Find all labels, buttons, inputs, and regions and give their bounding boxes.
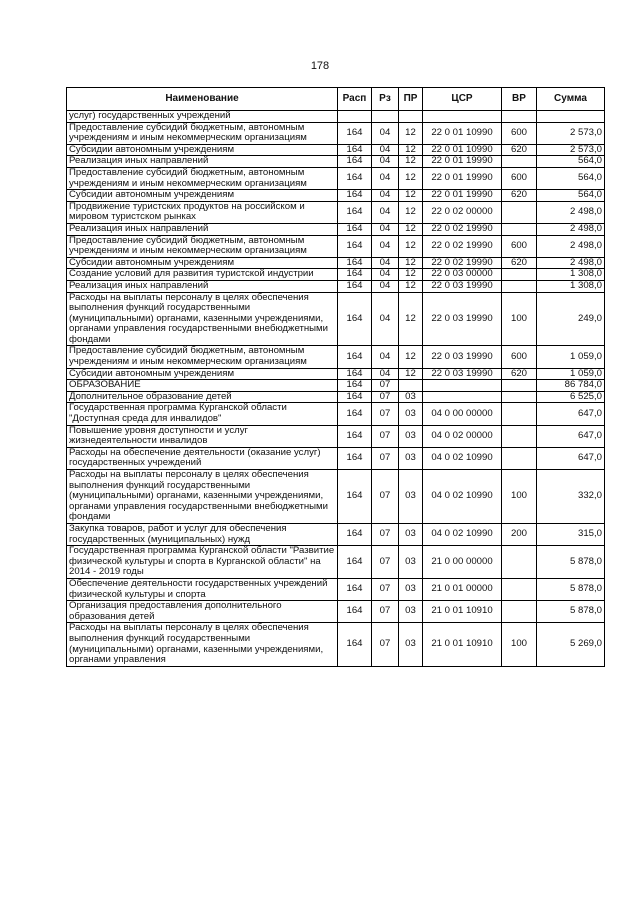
table-row: [67, 403, 605, 425]
cell-rz: 07: [372, 403, 399, 425]
cell-csr: 22 0 02 19990: [423, 257, 502, 269]
cell-vr: 620: [502, 368, 537, 380]
cell-sum: 1 308,0: [537, 269, 605, 281]
cell-vr: [502, 380, 537, 392]
cell-rz: 07: [372, 380, 399, 392]
cell-name: Расходы на выплаты персоналу в целях обеспечения выполнения функций государственными (муниципальными) органами, казенными учреждениями, органами управления: [67, 623, 338, 666]
cell-name: Повышение уровня доступности и услуг жизнедеятельности инвалидов: [67, 425, 338, 447]
cell-vr: [502, 425, 537, 447]
cell-name: Субсидии автономным учреждениям: [67, 144, 338, 156]
cell-rasp: 164: [338, 292, 372, 346]
cell-pr: 12: [399, 346, 423, 368]
cell-pr: 12: [399, 122, 423, 144]
cell-sum: 1 059,0: [537, 368, 605, 380]
cell-pr: 12: [399, 257, 423, 269]
cell-rz: 04: [372, 167, 399, 189]
cell-rz: 07: [372, 391, 399, 403]
cell-name: Расходы на выплаты персоналу в целях обеспечения выполнения функций государственными (муниципальными) органами, казенными учреждениями, органами управления государственными внебюджетными фондами: [67, 470, 338, 524]
cell-rz: 04: [372, 346, 399, 368]
cell-pr: 03: [399, 470, 423, 524]
page-number: 178: [310, 60, 330, 72]
cell-sum: 647,0: [537, 425, 605, 447]
cell-name: ОБРАЗОВАНИЕ: [67, 380, 338, 392]
table-row: [67, 156, 605, 168]
cell-rasp: 164: [338, 257, 372, 269]
cell-pr: 12: [399, 190, 423, 202]
cell-vr: [502, 156, 537, 168]
column-header-sum: Сумма: [537, 88, 605, 111]
cell-pr: 03: [399, 546, 423, 579]
cell-rz: 04: [372, 368, 399, 380]
cell-rasp: 164: [338, 122, 372, 144]
column-header-rasp: Расп: [338, 88, 372, 111]
cell-rz: 04: [372, 156, 399, 168]
cell-csr: [423, 380, 502, 392]
cell-csr: 04 0 02 00000: [423, 425, 502, 447]
cell-csr: 22 0 01 19990: [423, 190, 502, 202]
cell-rz: 04: [372, 269, 399, 281]
table-row: [67, 292, 605, 346]
table-row: [67, 380, 605, 392]
cell-vr: [502, 601, 537, 623]
cell-name: Реализация иных направлений: [67, 223, 338, 235]
cell-csr: 22 0 03 19990: [423, 280, 502, 292]
cell-pr: 12: [399, 292, 423, 346]
cell-name: Создание условий для развития туристской индустрии: [67, 269, 338, 281]
cell-rz: 07: [372, 546, 399, 579]
cell-pr: 12: [399, 201, 423, 223]
table-row: [67, 601, 605, 623]
cell-csr: 22 0 01 19990: [423, 167, 502, 189]
cell-vr: [502, 111, 537, 123]
cell-vr: [502, 578, 537, 600]
cell-pr: 12: [399, 235, 423, 257]
cell-vr: 600: [502, 235, 537, 257]
cell-pr: [399, 111, 423, 123]
cell-pr: 12: [399, 167, 423, 189]
cell-csr: [423, 391, 502, 403]
cell-sum: 2 498,0: [537, 223, 605, 235]
cell-sum: 5 878,0: [537, 578, 605, 600]
cell-name: Субсидии автономным учреждениям: [67, 190, 338, 202]
cell-csr: 04 0 02 10990: [423, 470, 502, 524]
cell-rz: 07: [372, 470, 399, 524]
cell-name: Субсидии автономным учреждениям: [67, 368, 338, 380]
cell-sum: 315,0: [537, 523, 605, 545]
cell-rasp: 164: [338, 269, 372, 281]
column-header-pr: ПР: [399, 88, 423, 111]
cell-name: Организация предоставления дополнительного образования детей: [67, 601, 338, 623]
cell-vr: 620: [502, 190, 537, 202]
table-row: [67, 122, 605, 144]
cell-csr: 22 0 01 10990: [423, 122, 502, 144]
cell-rz: 07: [372, 447, 399, 469]
cell-rz: 04: [372, 292, 399, 346]
cell-vr: 620: [502, 257, 537, 269]
cell-csr: 21 0 00 00000: [423, 546, 502, 579]
cell-vr: 100: [502, 623, 537, 666]
cell-name: Закупка товаров, работ и услуг для обеспечения государственных (муниципальных) нужд: [67, 523, 338, 545]
cell-rasp: 164: [338, 623, 372, 666]
cell-sum: 5 269,0: [537, 623, 605, 666]
cell-name: Дополнительное образование детей: [67, 391, 338, 403]
cell-pr: 12: [399, 144, 423, 156]
cell-csr: 22 0 03 19990: [423, 368, 502, 380]
cell-pr: [399, 380, 423, 392]
cell-pr: 12: [399, 280, 423, 292]
cell-rasp: 164: [338, 470, 372, 524]
cell-rasp: 164: [338, 156, 372, 168]
table-row: [67, 523, 605, 545]
cell-pr: 03: [399, 447, 423, 469]
column-header-csr: ЦСР: [423, 88, 502, 111]
cell-rz: 04: [372, 190, 399, 202]
cell-sum: [537, 111, 605, 123]
cell-rasp: 164: [338, 235, 372, 257]
cell-vr: [502, 269, 537, 281]
table-row: [67, 223, 605, 235]
cell-rz: 07: [372, 601, 399, 623]
table-row: [67, 235, 605, 257]
cell-pr: 12: [399, 156, 423, 168]
cell-name: Предоставление субсидий бюджетным, автономным учреждениям и иным некоммерческим организациям: [67, 167, 338, 189]
cell-vr: 600: [502, 167, 537, 189]
table-row: [67, 280, 605, 292]
cell-name: Расходы на обеспечение деятельности (оказание услуг) государственных учреждений: [67, 447, 338, 469]
cell-rasp: 164: [338, 280, 372, 292]
cell-sum: 564,0: [537, 156, 605, 168]
cell-pr: 03: [399, 523, 423, 545]
column-header-name: Наименование: [67, 88, 338, 111]
cell-pr: 03: [399, 601, 423, 623]
cell-vr: [502, 223, 537, 235]
table-row: [67, 578, 605, 600]
table-row: [67, 623, 605, 666]
cell-sum: 2 573,0: [537, 122, 605, 144]
cell-sum: 2 498,0: [537, 257, 605, 269]
cell-rz: 07: [372, 623, 399, 666]
cell-rasp: 164: [338, 403, 372, 425]
cell-rz: [372, 111, 399, 123]
cell-name: Предоставление субсидий бюджетным, автономным учреждениям и иным некоммерческим организациям: [67, 235, 338, 257]
cell-vr: [502, 403, 537, 425]
cell-csr: 22 0 02 00000: [423, 201, 502, 223]
cell-pr: 12: [399, 269, 423, 281]
cell-sum: 332,0: [537, 470, 605, 524]
table-row: [67, 546, 605, 579]
cell-csr: 22 0 02 19990: [423, 223, 502, 235]
cell-name: Продвижение туристских продуктов на российском и мировом туристском рынках: [67, 201, 338, 223]
cell-pr: 12: [399, 223, 423, 235]
cell-name: Реализация иных направлений: [67, 280, 338, 292]
cell-csr: 04 0 02 10990: [423, 447, 502, 469]
cell-pr: 03: [399, 425, 423, 447]
cell-vr: [502, 280, 537, 292]
cell-sum: 249,0: [537, 292, 605, 346]
cell-name: Обеспечение деятельности государственных учреждений физической культуры и спорта: [67, 578, 338, 600]
cell-pr: 03: [399, 403, 423, 425]
cell-name: услуг) государственных учреждений: [67, 111, 338, 123]
cell-name: Предоставление субсидий бюджетным, автономным учреждениям и иным некоммерческим организациям: [67, 122, 338, 144]
cell-rasp: 164: [338, 223, 372, 235]
cell-csr: 04 0 02 10990: [423, 523, 502, 545]
cell-pr: 03: [399, 623, 423, 666]
table-row: [67, 269, 605, 281]
cell-name: Предоставление субсидий бюджетным, автономным учреждениям и иным некоммерческим организациям: [67, 346, 338, 368]
cell-sum: 2 573,0: [537, 144, 605, 156]
table-row: [67, 144, 605, 156]
cell-rasp: 164: [338, 190, 372, 202]
cell-rz: 04: [372, 144, 399, 156]
cell-csr: 21 0 01 00000: [423, 578, 502, 600]
table-row: [67, 167, 605, 189]
cell-vr: [502, 201, 537, 223]
cell-name: Реализация иных направлений: [67, 156, 338, 168]
cell-vr: 100: [502, 470, 537, 524]
cell-pr: 03: [399, 578, 423, 600]
cell-rasp: 164: [338, 578, 372, 600]
cell-rasp: 164: [338, 523, 372, 545]
cell-sum: 647,0: [537, 447, 605, 469]
cell-sum: 1 308,0: [537, 280, 605, 292]
table-row: [67, 111, 605, 123]
cell-rasp: 164: [338, 391, 372, 403]
cell-rz: 04: [372, 257, 399, 269]
cell-vr: 200: [502, 523, 537, 545]
cell-rasp: 164: [338, 601, 372, 623]
cell-vr: 100: [502, 292, 537, 346]
cell-rasp: 164: [338, 201, 372, 223]
cell-rz: 07: [372, 578, 399, 600]
cell-sum: 2 498,0: [537, 235, 605, 257]
table-row: [67, 257, 605, 269]
cell-sum: 5 878,0: [537, 546, 605, 579]
cell-sum: 2 498,0: [537, 201, 605, 223]
cell-rasp: 164: [338, 346, 372, 368]
cell-name: Государственная программа Курганской области "Доступная среда для инвалидов": [67, 403, 338, 425]
cell-sum: 564,0: [537, 167, 605, 189]
cell-pr: 12: [399, 368, 423, 380]
cell-vr: 600: [502, 346, 537, 368]
cell-rz: 07: [372, 425, 399, 447]
cell-pr: 03: [399, 391, 423, 403]
table-row: [67, 391, 605, 403]
cell-csr: 22 0 03 19990: [423, 292, 502, 346]
cell-rz: 04: [372, 201, 399, 223]
cell-sum: 647,0: [537, 403, 605, 425]
cell-csr: 21 0 01 10910: [423, 601, 502, 623]
cell-vr: 600: [502, 122, 537, 144]
cell-csr: 22 0 01 19990: [423, 156, 502, 168]
cell-sum: 86 784,0: [537, 380, 605, 392]
cell-vr: [502, 546, 537, 579]
cell-rasp: 164: [338, 447, 372, 469]
cell-rz: 04: [372, 122, 399, 144]
cell-name: Расходы на выплаты персоналу в целях обеспечения выполнения функций государственными (муниципальными) органами, казенными учреждениями, органами управления государственными внебюджетными фондами: [67, 292, 338, 346]
cell-vr: 620: [502, 144, 537, 156]
cell-csr: 21 0 01 10910: [423, 623, 502, 666]
table-row: [67, 470, 605, 524]
table-body: [67, 111, 605, 667]
table-row: [67, 425, 605, 447]
cell-rasp: 164: [338, 144, 372, 156]
cell-name: Субсидии автономным учреждениям: [67, 257, 338, 269]
cell-csr: 22 0 03 19990: [423, 346, 502, 368]
cell-rz: 04: [372, 280, 399, 292]
cell-sum: 564,0: [537, 190, 605, 202]
cell-rz: 04: [372, 235, 399, 257]
cell-csr: 04 0 00 00000: [423, 403, 502, 425]
table-row: [67, 190, 605, 202]
column-header-rz: Рз: [372, 88, 399, 111]
cell-rasp: 164: [338, 368, 372, 380]
table-row: [67, 346, 605, 368]
budget-table: [66, 87, 605, 667]
table-header-row: [67, 88, 605, 111]
table-row: [67, 201, 605, 223]
cell-csr: 22 0 01 10990: [423, 144, 502, 156]
cell-csr: [423, 111, 502, 123]
cell-rasp: 164: [338, 546, 372, 579]
cell-rasp: 164: [338, 425, 372, 447]
cell-csr: 22 0 03 00000: [423, 269, 502, 281]
cell-rz: 04: [372, 223, 399, 235]
cell-csr: 22 0 02 19990: [423, 235, 502, 257]
cell-sum: 6 525,0: [537, 391, 605, 403]
cell-sum: 1 059,0: [537, 346, 605, 368]
table-row: [67, 368, 605, 380]
cell-rz: 07: [372, 523, 399, 545]
table-row: [67, 447, 605, 469]
cell-vr: [502, 391, 537, 403]
cell-rasp: 164: [338, 380, 372, 392]
column-header-vr: ВР: [502, 88, 537, 111]
cell-rasp: 164: [338, 167, 372, 189]
cell-name: Государственная программа Курганской области "Развитие физической культуры и спорта в Курганской области" на 2014 - 2019 годы: [67, 546, 338, 579]
cell-sum: 5 878,0: [537, 601, 605, 623]
cell-rasp: [338, 111, 372, 123]
cell-vr: [502, 447, 537, 469]
